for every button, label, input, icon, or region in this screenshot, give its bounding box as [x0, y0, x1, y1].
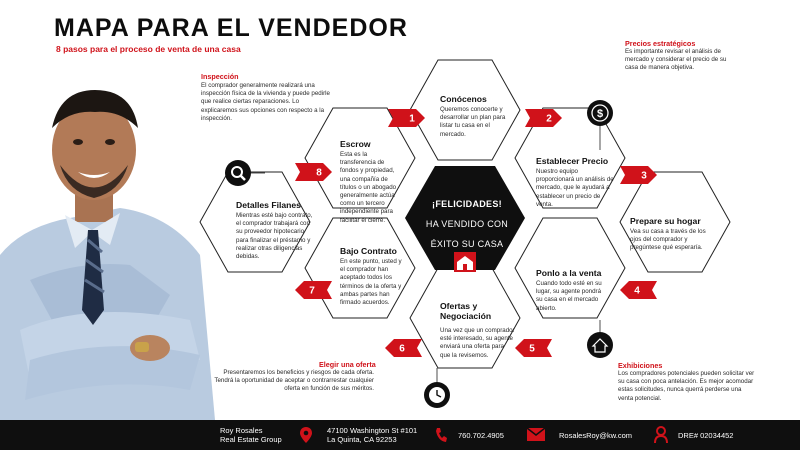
house-icon	[454, 252, 476, 272]
step-title-precios: Precios estratégicos	[625, 39, 696, 48]
step-arrow-number: 2	[546, 113, 552, 125]
clock-icon	[424, 382, 450, 408]
step-text-establecer: Nuestro equipo proporcionará un análisis de mercado, que le ayudará a establecer un precio de venta.	[536, 168, 614, 208]
phone-icon	[435, 427, 447, 443]
step-arrow-2	[525, 109, 562, 127]
step-title-exhibiciones: Exhibiciones	[618, 361, 663, 370]
step-arrow-number: 3	[641, 170, 647, 182]
footer-bar	[0, 420, 800, 450]
step-title-inspeccion: Inspección	[201, 72, 239, 81]
step-title-conocenos: Conócenos	[440, 94, 487, 104]
search-icon	[225, 160, 251, 186]
step-text-ofertas: Una vez que un comprador esté interesado, su agente enviará una oferta para que la revisemos.	[440, 327, 515, 359]
step-arrow-number: 8	[316, 167, 322, 179]
step-text-inspeccion: El comprador generalmente realizará una inspección física de la vivienda y puede pedirle que realice ciertas reparaciones. Lo explicaremos sus opciones con respecto a la inspección.	[201, 82, 330, 122]
step-arrow-3	[620, 166, 657, 184]
step-title-prepare: Prepare su hogar	[630, 216, 701, 226]
footer-address-1: 47100 Washington St #101	[327, 426, 418, 435]
footer-email[interactable]: RosalesRoy@kw.com	[559, 431, 633, 440]
step-text-bajo-contrato: En este punto, usted y el comprador han aceptado todos los términos de la oferta y ambas partes han firmado acuerdos.	[340, 258, 402, 307]
center-line-2: HA VENDIDO CON	[425, 219, 509, 229]
step-arrow-8	[295, 163, 332, 181]
step-title-bajo-contrato: Bajo Contrato	[340, 246, 397, 256]
page-title: MAPA PARA EL VENDEDOR	[54, 14, 408, 42]
step-title-ponlo: Ponlo a la venta	[536, 268, 602, 278]
step-title-escrow: Escrow	[340, 139, 371, 149]
footer-phone[interactable]: 760.702.4905	[458, 431, 504, 440]
step-arrow-7	[295, 281, 332, 299]
step-text-detalles: Mientras esté bajo contrato, el comprador trabajará con su proveedor hipotecario para finalizar el préstamo y realizar otras diligencias debidas.	[236, 212, 313, 261]
center-line-1: ¡FELICIDADES!	[432, 199, 502, 209]
step-text-precios: Es importante revisar el análisis de mercado y considerar el precio de su casa de manera objetiva.	[625, 48, 727, 72]
svg-text:$: $	[596, 108, 604, 120]
footer-name: Roy Rosales	[220, 426, 263, 435]
step-arrow-number: 1	[409, 113, 415, 125]
step-title-detalles: Detalles Filanes	[236, 200, 301, 210]
step-arrow-number: 7	[309, 285, 315, 297]
step-arrow-6	[385, 339, 422, 357]
step-arrow-1	[388, 109, 425, 127]
footer-company: Real Estate Group	[220, 435, 282, 444]
footer-address-2: La Quinta, CA 92253	[327, 435, 397, 444]
step-text-elegir: Presentaremos los beneficios y riesgos de cada oferta. Tendrá la oportunidad de aceptar o contrarrestar cualquier oferta en función de sus méritos.	[214, 369, 374, 393]
step-arrow-number: 6	[399, 343, 405, 355]
house-icon	[587, 332, 613, 358]
step-title-elegir: Elegir una oferta	[319, 360, 376, 369]
mail-icon	[527, 428, 545, 441]
page-subtitle: 8 pasos para el proceso de venta de una casa	[56, 44, 241, 54]
step-arrow-4	[620, 281, 657, 299]
footer-license: DRE# 02034452	[678, 431, 734, 440]
step-text-conocenos: Queremos conocerte y desarrollar un plan para listar tu casa en el mercado.	[440, 106, 506, 138]
step-title-ofertas: Ofertas y Negociación	[440, 301, 492, 321]
step-arrow-number: 5	[529, 343, 535, 355]
step-title-establecer: Establecer Precio	[536, 156, 609, 166]
step-text-ponlo: Cuando todo esté en su lugar, su agente pondrá su casa en el mercado abierto.	[536, 280, 602, 312]
step-arrow-5	[515, 339, 552, 357]
map-pin-icon	[300, 427, 312, 443]
person-icon	[654, 426, 668, 443]
center-message	[412, 194, 522, 254]
step-text-prepare: Vea su casa a través de los ojos del comprador y pregúntese qué esperaría.	[630, 228, 706, 252]
step-text-escrow: Esta es la transferencia de fondos y propiedad, una compañía de títulos o un abogado generalmente actúa como un tercero independiente para facilitar el cierre.	[340, 151, 397, 224]
center-line-3: ÉXITO SU CASA	[430, 239, 504, 249]
dollar-icon	[587, 100, 613, 126]
step-arrow-number: 4	[634, 285, 640, 297]
step-text-exhibiciones: Los compradores potenciales pueden solicitar ver su casa con poca antelación. Es mejor acomodar estas solicitudes, nunca querrá perderse una venta potencial.	[618, 370, 755, 402]
